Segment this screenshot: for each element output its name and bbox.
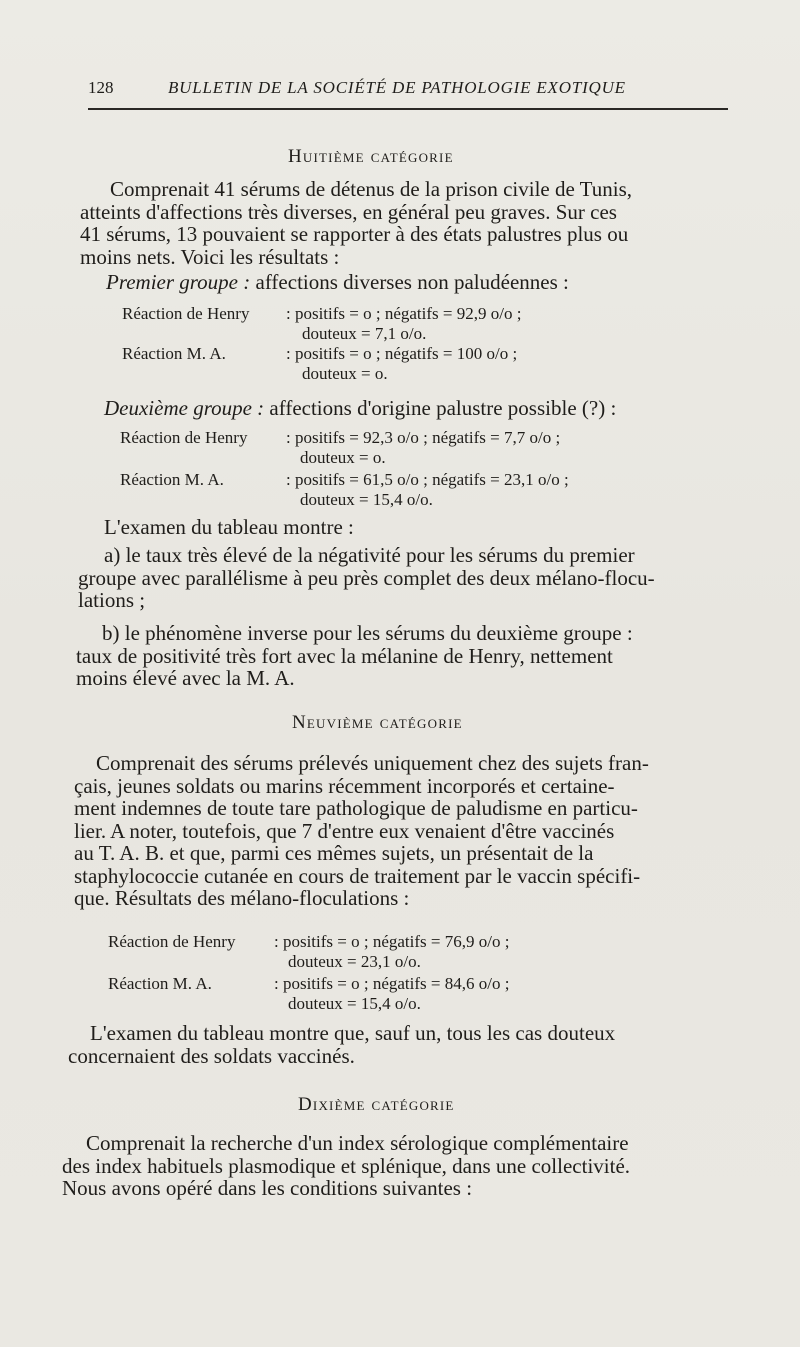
reaction-ma-values: : positifs = 61,5 o/o ; négatifs = 23,1 o/o ; xyxy=(286,470,569,489)
reaction-henry-values: : positifs = o ; négatifs = 92,9 o/o ; xyxy=(286,304,522,323)
text-line: Nous avons opéré dans les conditions suivantes : xyxy=(62,1176,473,1200)
paragraph-section9-conclusion xyxy=(68,1022,728,1067)
paragraph-section8-intro xyxy=(80,178,728,268)
text-line: Comprenait 41 sérums de détenus de la prison civile de Tunis, xyxy=(110,177,633,201)
section-heading-10: Dixième catégorie xyxy=(298,1094,455,1115)
reaction-henry-label: Réaction de Henry xyxy=(108,932,236,951)
text-line: que. Résultats des mélano-floculations : xyxy=(74,886,410,910)
text-line: L'examen du tableau montre que, sauf un, tous les cas douteux xyxy=(90,1021,616,1045)
text-line: çais, jeunes soldats ou marins récemment incorporés et certaine- xyxy=(74,773,615,798)
reaction-henry-doubtful: douteux = o. xyxy=(300,448,386,467)
group-2-label: Deuxième groupe : xyxy=(104,396,265,420)
text-line: Comprenait des sérums prélevés uniquement chez des sujets fran- xyxy=(96,751,649,775)
text-line: staphylococcie cutanée en cours de traitement par le vaccin spécifi- xyxy=(74,863,641,888)
reaction-ma-values: : positifs = o ; négatifs = 84,6 o/o ; xyxy=(274,974,510,993)
reaction-ma-doubtful: douteux = 15,4 o/o. xyxy=(300,490,433,509)
group-1-label: Premier groupe : xyxy=(106,270,251,294)
header-rule xyxy=(88,108,728,110)
group-1-text: affections diverses non paludéennes : xyxy=(255,270,569,294)
paragraph-section9-intro xyxy=(74,752,728,910)
reaction-henry-values: : positifs = 92,3 o/o ; négatifs = 7,7 o/o ; xyxy=(286,428,561,447)
reaction-henry-label: Réaction de Henry xyxy=(122,304,250,323)
section-heading-9: Neuvième catégorie xyxy=(292,712,463,733)
exam-intro: L'examen du tableau montre : xyxy=(104,515,354,539)
text-line: des index habituels plasmodique et splénique, dans une collectivité. xyxy=(62,1153,631,1178)
reaction-ma-label: Réaction M. A. xyxy=(122,344,226,363)
reaction-henry-values: : positifs = o ; négatifs = 76,9 o/o ; xyxy=(274,932,510,951)
reaction-ma-label: Réaction M. A. xyxy=(108,974,212,993)
text-line: groupe avec parallélisme à peu près complet des deux mélano-flocu- xyxy=(78,565,655,590)
paragraph-section10-intro xyxy=(62,1132,728,1200)
text-line: atteints d'affections très diverses, en général peu graves. Sur ces xyxy=(80,199,617,224)
reaction-henry-doubtful: douteux = 23,1 o/o. xyxy=(288,952,421,971)
text-line: lations ; xyxy=(78,588,146,612)
reaction-ma-doubtful: douteux = o. xyxy=(302,364,388,383)
text-line: ment indemnes de toute tare pathologique de paludisme en particu- xyxy=(74,796,638,820)
group-2-line xyxy=(104,396,616,421)
group-1-line xyxy=(106,270,569,295)
running-title: BULLETIN DE LA SOCIÉTÉ DE PATHOLOGIE EXOTIQUE xyxy=(168,78,626,97)
reaction-ma-label: Réaction M. A. xyxy=(120,470,224,489)
text-line: lier. A noter, toutefois, que 7 d'entre eux venaient d'être vaccinés xyxy=(74,818,615,843)
reaction-henry-doubtful: douteux = 7,1 o/o. xyxy=(302,324,427,343)
text-line: moins nets. Voici les résultats : xyxy=(80,244,340,269)
reaction-henry-label: Réaction de Henry xyxy=(120,428,248,447)
text-line: Comprenait la recherche d'un index sérologique complémentaire xyxy=(86,1131,629,1155)
text-line: a) le taux très élevé de la négativité pour les sérums du premier xyxy=(104,543,635,567)
running-header xyxy=(88,78,728,104)
reaction-ma-doubtful: douteux = 15,4 o/o. xyxy=(288,994,421,1013)
text-line: au T. A. B. et que, parmi ces mêmes sujets, un présentait de la xyxy=(74,841,594,865)
reaction-ma-values: : positifs = o ; négatifs = 100 o/o ; xyxy=(286,344,518,363)
text-line: concernaient des soldats vaccinés. xyxy=(68,1043,355,1068)
text-line: 41 sérums, 13 pouvaient se rapporter à des états palustres plus ou xyxy=(80,222,629,246)
text-line: moins élevé avec la M. A. xyxy=(76,666,295,690)
page-number: 128 xyxy=(88,78,114,97)
text-line: taux de positivité très fort avec la mélanine de Henry, nettement xyxy=(76,643,613,668)
section-heading-8: Huitième catégorie xyxy=(288,146,454,167)
point-a xyxy=(78,544,728,612)
text-line: b) le phénomène inverse pour les sérums du deuxième groupe : xyxy=(102,621,633,645)
point-b xyxy=(76,622,728,690)
group-2-text: affections d'origine palustre possible (?) : xyxy=(269,396,617,420)
